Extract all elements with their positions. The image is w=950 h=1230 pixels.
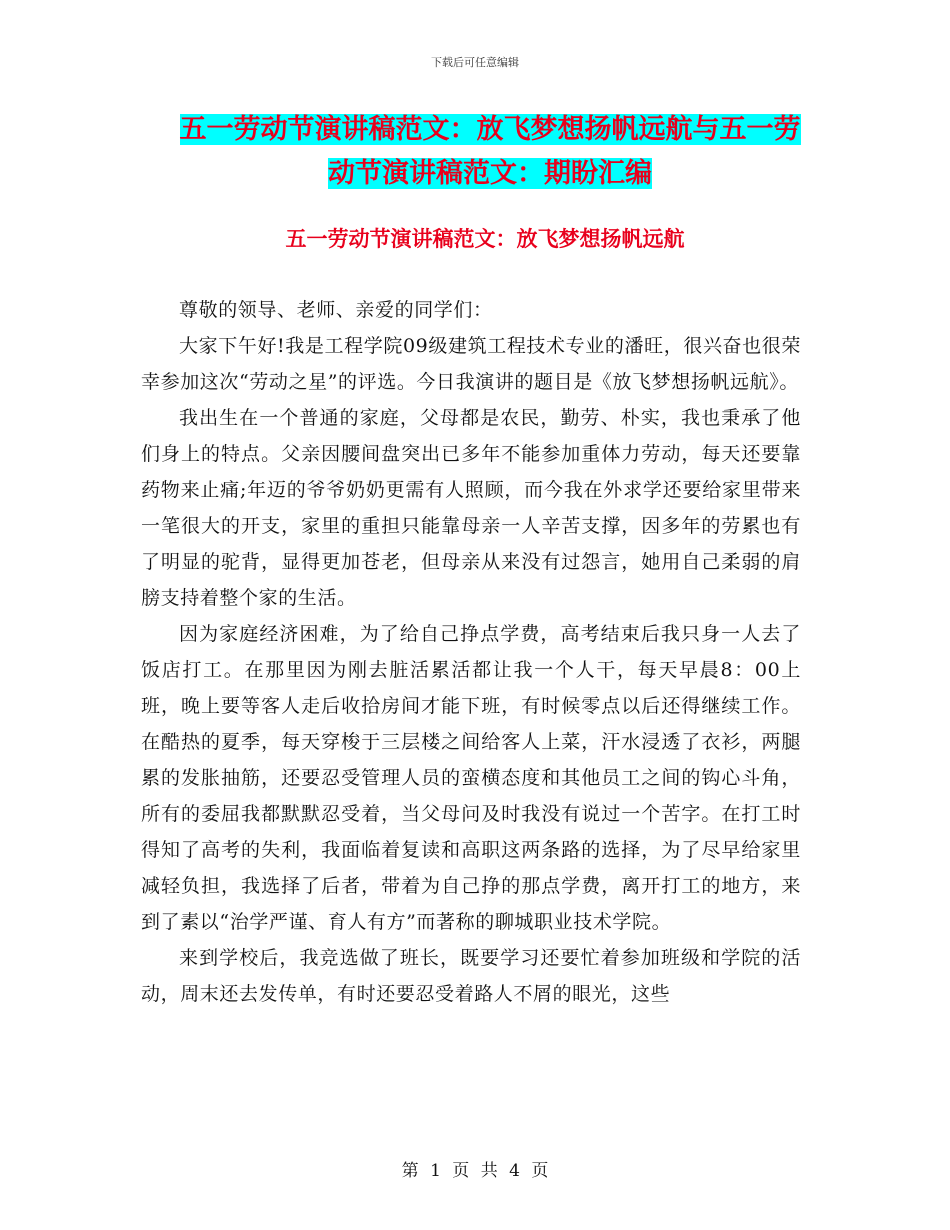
page-number-footer: 第 1 页 共 4 页 <box>401 1161 549 1181</box>
salutation-paragraph: 尊敬的领导、老师、亲爱的同学们： <box>179 299 493 321</box>
document-body <box>141 292 801 1012</box>
body-paragraph: 大家下午好!我是工程学院09级建筑工程技术专业的潘旺，很兴奋也很荣幸参加这次“劳动之星”的评选。今日我演讲的题目是《放飞梦想扬帆远航》。 <box>141 335 801 393</box>
body-paragraph: 因为家庭经济困难，为了给自己挣点学费，高考结束后我只身一人去了饭店打工。在那里因为刚去脏活累活都让我一个人干，每天早晨8：00上班，晚上要等客人走后收拾房间才能下班，有时候零点以后还得继续工作。在酷热的夏季，每天穿梭于三层楼之间给客人上菜，汗水浸透了衣衫，两腿累的发胀抽筋，还要忍受管理人员的蛮横态度和其他员工之间的钩心斗角，所有的委屈我都默默忍受着，当父母问及时我没有说过一个苦字。在打工时得知了高考的失利，我面临着复读和高职这两条路的选择，为了尽早给家里减轻负担，我选择了后者，带着为自己挣的那点学费，离开打工的地方，来到了素以“治学严谨、育人有方”而著称的聊城职业技术学院。 <box>141 623 801 933</box>
document-title <box>140 108 840 196</box>
header-note: 下载后可任意编辑 <box>431 56 519 69</box>
title-line-1: 五一劳动节演讲稿范文：放飞梦想扬帆远航与五一劳 <box>179 114 801 145</box>
body-paragraph: 来到学校后，我竞选做了班长，既要学习还要忙着参加班级和学院的活动，周末还去发传单，有时还要忍受着路人不屑的眼光，这些 <box>141 947 801 1005</box>
title-line-2: 动节演讲稿范文：期盼汇编 <box>328 158 652 189</box>
section-title: 五一劳动节演讲稿范文：放飞梦想扬帆远航 <box>285 227 685 251</box>
body-paragraph: 我出生在一个普通的家庭，父母都是农民，勤劳、朴实，我也秉承了他们身上的特点。父亲因腰间盘突出已多年不能参加重体力劳动，每天还要靠药物来止痛;年迈的爷爷奶奶更需有人照顾，而今我在外求学还要给家里带来一笔很大的开支，家里的重担只能靠母亲一人辛苦支撑，因多年的劳累也有了明显的驼背，显得更加苍老，但母亲从来没有过怨言，她用自己柔弱的肩膀支持着整个家的生活。 <box>141 407 801 609</box>
